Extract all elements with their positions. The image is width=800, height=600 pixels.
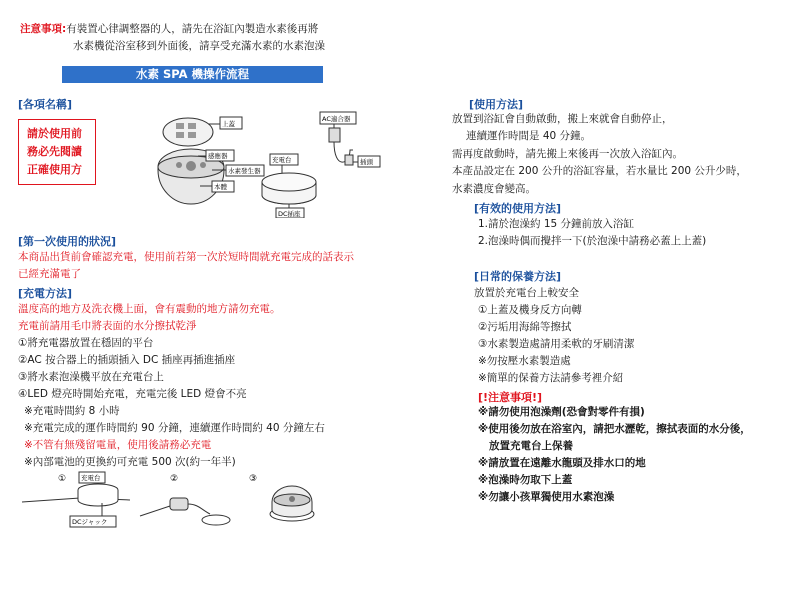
usage-line: 本產品設定在 200 公升的浴缸容量，若水量比 200 公升少時， xyxy=(452,165,747,177)
charging-figure xyxy=(20,470,320,532)
usage-line: 放置到浴缸會自動啟動，搬上來就會自動停止， xyxy=(452,113,673,125)
usage-line: 連續運作時間是 40 分鐘。 xyxy=(466,130,592,142)
label-dc: DC插座 xyxy=(278,210,301,218)
parts-heading: [各項名稱] xyxy=(18,98,73,111)
notice-label: 注意事項: xyxy=(20,23,67,35)
charging-note: ※充電時間約 8 小時 xyxy=(24,405,120,417)
charging-note: ※不管有無殘留電量，使用後請務必充電 xyxy=(24,439,212,451)
caution-item: ※請勿使用泡澡劑(恐會對零件有損) xyxy=(478,406,645,418)
care-item: ※簡單的保養方法請參考裡介紹 xyxy=(478,372,624,384)
charging-note: ※內部電池的更換約可充電 500 次(約一年半) xyxy=(24,456,236,468)
charging-heading: [充電方法] xyxy=(18,287,73,300)
must-read-box xyxy=(18,119,96,185)
label-outlet: 水素發生器 xyxy=(228,167,261,175)
parts-diagram xyxy=(150,110,390,218)
usage-line: 需再度啟動時，請先搬上來後再一次放入浴缸內。 xyxy=(452,148,683,160)
caution-item: ※使用後勿放在浴室內，請把水瀝乾，擦拭表面的水分後， xyxy=(478,423,751,435)
usage-heading: [使用方法] xyxy=(469,98,524,111)
effective-item: 1.請於泡澡約 15 分鐘前放入浴缸 xyxy=(478,218,635,230)
caution-heading: [!注意事項!] xyxy=(478,391,543,404)
charging-warning: 溫度高的地方及洗衣機上面，會有震動的地方請勿充電。 xyxy=(18,303,281,315)
charging-step: ②AC 按合器上的插頭插入 DC 插座再插進插座 xyxy=(18,354,236,366)
label-body: 本體 xyxy=(214,183,227,191)
label-charger: 充電台 xyxy=(272,156,292,164)
label-lid: 上蓋 xyxy=(222,120,235,128)
figure-charger-label: 充電台 xyxy=(81,474,101,482)
notice-line-1 xyxy=(20,23,318,36)
must-read-line: 請於使用前 xyxy=(27,127,82,140)
charging-note: ※充電完成的運作時間約 90 分鐘，連續運作時間約 40 分鐘左右 xyxy=(24,422,325,434)
first-use-line: 本商品出貨前會確認充電，使用前若第一次於短時間就充電完成的話表示 xyxy=(18,251,354,263)
figure-num-3: ③ xyxy=(249,474,258,484)
charging-step: ③將水素泡澡機平放在充電台上 xyxy=(18,371,164,383)
notice-text: 有裝置心律調整器的人，請先在浴缸內製造水素後再將 xyxy=(66,23,319,35)
label-sensor: 感應器 xyxy=(208,152,228,160)
care-item: ③水素製造處請用柔軟的牙刷清潔 xyxy=(478,338,635,350)
first-use-line: 已經充滿電了 xyxy=(18,268,81,280)
care-heading: [日常的保養方法] xyxy=(474,270,562,283)
charging-step: ④LED 燈亮時開始充電，充電完後 LED 燈會不亮 xyxy=(18,388,247,400)
caution-item: ※請放置在遠離水龍頭及排水口的地 xyxy=(478,457,646,469)
charging-warning: 充電前請用毛巾將表面的水分擦拭乾淨 xyxy=(18,320,197,332)
care-item: ①上蓋及機身反方向轉 xyxy=(478,304,582,316)
effective-item: 2.泡澡時偶而攪拌一下(於泡澡中請務必蓋上上蓋) xyxy=(478,235,707,247)
first-use-heading: [第一次使用的狀況] xyxy=(18,235,117,248)
care-item: ②污垢用海綿等擦拭 xyxy=(478,321,572,333)
notice-line-2: 水素機從浴室移到外面後，請享受充滿水素的水素泡澡 xyxy=(73,40,325,52)
charging-step: ①將充電器放置在穩固的平台 xyxy=(18,337,154,349)
care-item: ※勿按壓水素製造處 xyxy=(478,355,571,367)
title-banner: 水素 SPA 機操作流程 xyxy=(62,66,323,83)
label-plug: 插頭 xyxy=(360,158,373,166)
usage-line: 水素濃度會變高。 xyxy=(452,183,536,195)
must-read-line: 務必先閱讀 xyxy=(27,145,82,158)
figure-num-1: ① xyxy=(58,474,67,484)
label-adapter: AC適合器 xyxy=(322,115,351,123)
caution-item: 放置充電台上保養 xyxy=(489,440,573,452)
figure-dc-jack-label: DCジャック xyxy=(72,518,108,526)
figure-num-2: ② xyxy=(170,474,179,484)
caution-item: ※勿讓小孩單獨使用水素泡澡 xyxy=(478,491,615,503)
must-read-line: 正確使用方 xyxy=(27,163,82,176)
care-intro: 放置於充電台上較安全 xyxy=(474,287,579,299)
effective-heading: [有效的使用方法] xyxy=(474,202,562,215)
caution-item: ※泡澡時勿取下上蓋 xyxy=(478,474,573,486)
